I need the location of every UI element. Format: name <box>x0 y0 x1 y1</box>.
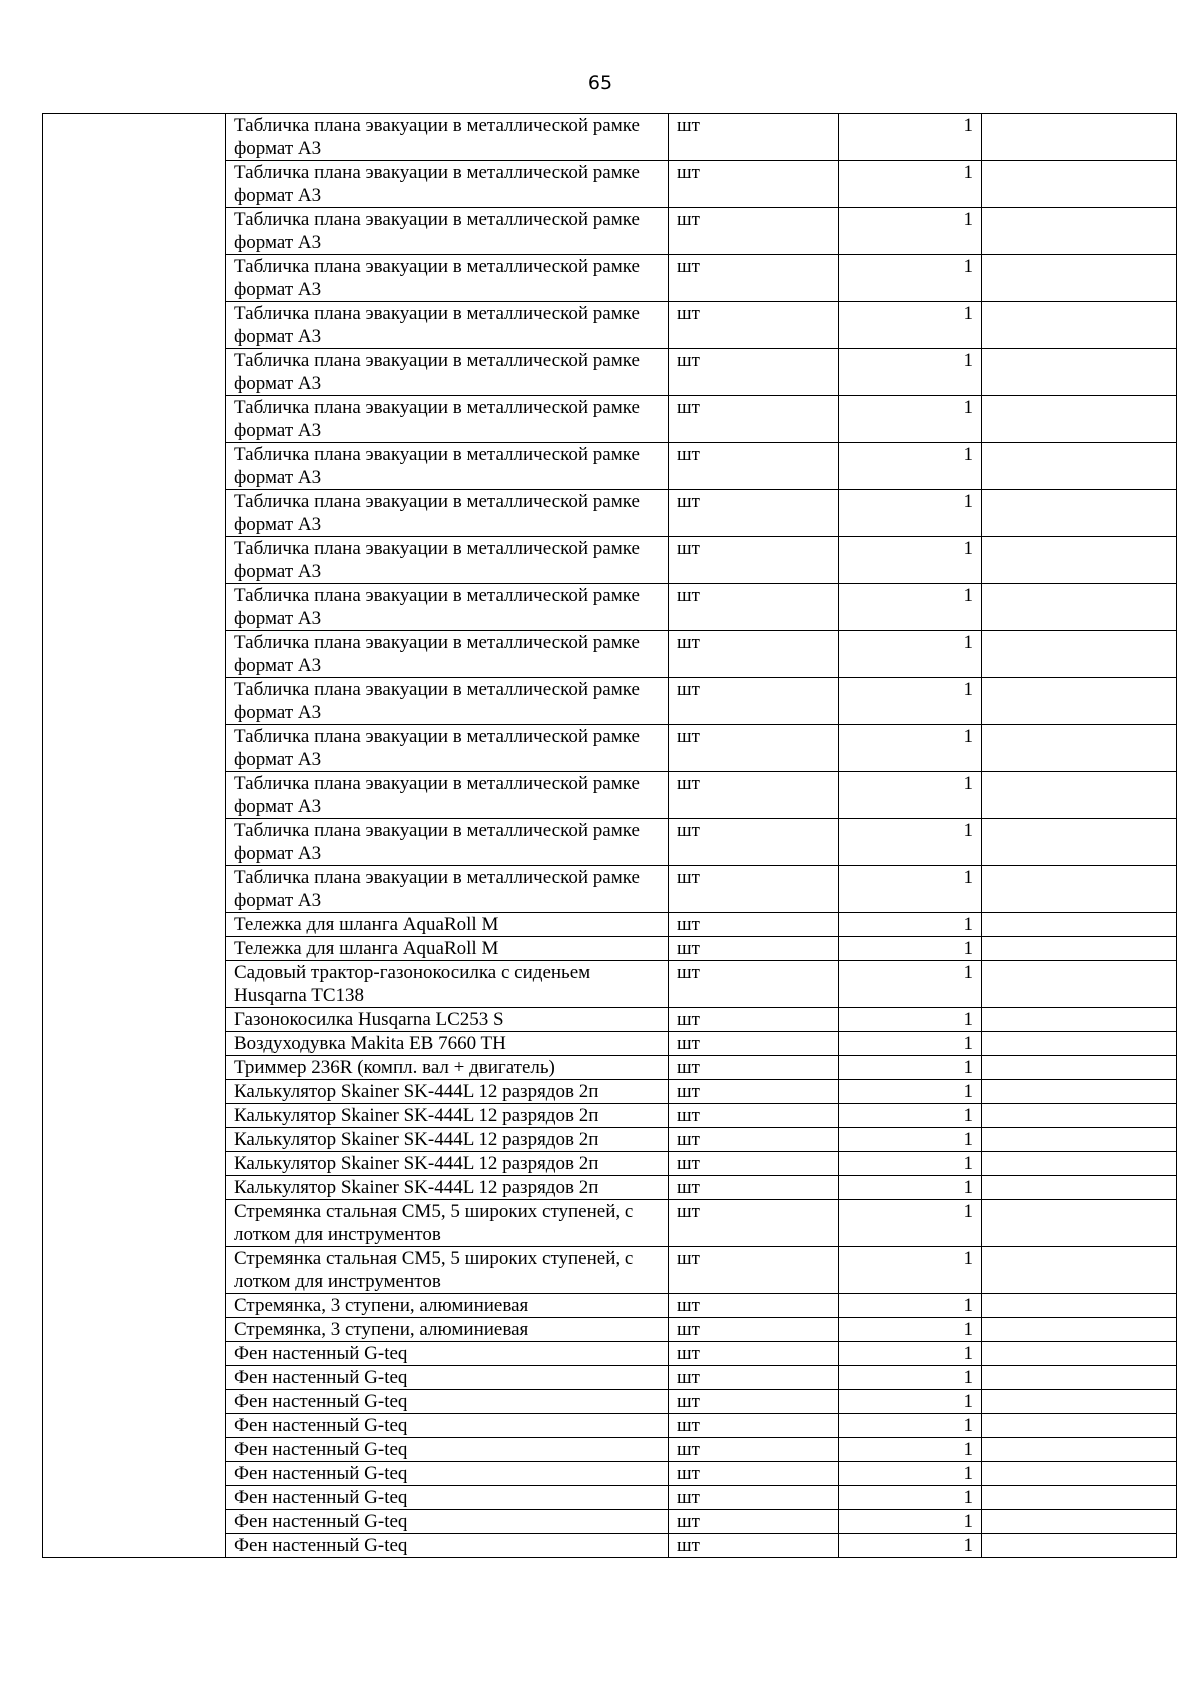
note-cell <box>982 1008 1177 1032</box>
unit-cell: шт <box>669 1104 839 1128</box>
note-cell <box>982 1294 1177 1318</box>
quantity-cell: 1 <box>839 584 982 631</box>
note-cell <box>982 396 1177 443</box>
unit-cell: шт <box>669 1008 839 1032</box>
unit-cell: шт <box>669 1247 839 1294</box>
unit-cell: шт <box>669 1318 839 1342</box>
quantity-cell: 1 <box>839 1128 982 1152</box>
item-name-cell: Табличка плана эвакуации в металлической рамке формат А3 <box>226 866 669 913</box>
quantity-cell: 1 <box>839 302 982 349</box>
quantity-cell: 1 <box>839 1080 982 1104</box>
quantity-cell: 1 <box>839 937 982 961</box>
item-name-cell: Калькулятор Skainer SK-444L 12 разрядов 2п <box>226 1176 669 1200</box>
unit-cell: шт <box>669 161 839 208</box>
quantity-cell: 1 <box>839 913 982 937</box>
quantity-cell: 1 <box>839 1104 982 1128</box>
unit-cell: шт <box>669 1152 839 1176</box>
note-cell <box>982 302 1177 349</box>
item-name-cell: Фен настенный G-teq <box>226 1462 669 1486</box>
quantity-cell: 1 <box>839 1008 982 1032</box>
unit-cell: шт <box>669 1080 839 1104</box>
item-name-cell: Табличка плана эвакуации в металлической рамке формат А3 <box>226 208 669 255</box>
quantity-cell: 1 <box>839 255 982 302</box>
item-name-cell: Табличка плана эвакуации в металлической рамке формат А3 <box>226 396 669 443</box>
inventory-table-body <box>43 114 1177 1558</box>
note-cell <box>982 255 1177 302</box>
unit-cell: шт <box>669 1056 839 1080</box>
note-cell <box>982 1152 1177 1176</box>
quantity-cell: 1 <box>839 678 982 725</box>
quantity-cell: 1 <box>839 490 982 537</box>
unit-cell: шт <box>669 1176 839 1200</box>
unit-cell: шт <box>669 1032 839 1056</box>
item-name-cell: Табличка плана эвакуации в металлической рамке формат А3 <box>226 161 669 208</box>
quantity-cell: 1 <box>839 1486 982 1510</box>
note-cell <box>982 584 1177 631</box>
note-cell <box>982 1104 1177 1128</box>
quantity-cell: 1 <box>839 349 982 396</box>
item-name-cell: Триммер 236R (компл. вал + двигатель) <box>226 1056 669 1080</box>
unit-cell: шт <box>669 913 839 937</box>
quantity-cell: 1 <box>839 1438 982 1462</box>
unit-cell: шт <box>669 208 839 255</box>
item-name-cell: Табличка плана эвакуации в металлической рамке формат А3 <box>226 349 669 396</box>
unit-cell: шт <box>669 584 839 631</box>
item-name-cell: Газонокосилка Husqarna LC253 S <box>226 1008 669 1032</box>
item-name-cell: Табличка плана эвакуации в металлической рамке формат А3 <box>226 725 669 772</box>
unit-cell: шт <box>669 1534 839 1558</box>
note-cell <box>982 1414 1177 1438</box>
note-cell <box>982 1342 1177 1366</box>
note-cell <box>982 1032 1177 1056</box>
unit-cell: шт <box>669 1390 839 1414</box>
note-cell <box>982 1486 1177 1510</box>
note-cell <box>982 1366 1177 1390</box>
note-cell <box>982 349 1177 396</box>
quantity-cell: 1 <box>839 725 982 772</box>
note-cell <box>982 913 1177 937</box>
unit-cell: шт <box>669 1200 839 1247</box>
quantity-cell: 1 <box>839 1366 982 1390</box>
quantity-cell: 1 <box>839 443 982 490</box>
item-name-cell: Фен настенный G-teq <box>226 1510 669 1534</box>
quantity-cell: 1 <box>839 1510 982 1534</box>
quantity-cell: 1 <box>839 631 982 678</box>
unit-cell: шт <box>669 349 839 396</box>
note-cell <box>982 114 1177 161</box>
note-cell <box>982 443 1177 490</box>
quantity-cell: 1 <box>839 866 982 913</box>
note-cell <box>982 1390 1177 1414</box>
quantity-cell: 1 <box>839 1462 982 1486</box>
unit-cell: шт <box>669 937 839 961</box>
page-number: 65 <box>587 72 613 94</box>
note-cell <box>982 537 1177 584</box>
note-cell <box>982 937 1177 961</box>
quantity-cell: 1 <box>839 161 982 208</box>
unit-cell: шт <box>669 1438 839 1462</box>
unit-cell: шт <box>669 537 839 584</box>
item-name-cell: Табличка плана эвакуации в металлической рамке формат А3 <box>226 584 669 631</box>
section-cell <box>43 114 226 1558</box>
quantity-cell: 1 <box>839 1056 982 1080</box>
item-name-cell: Табличка плана эвакуации в металлической рамке формат А3 <box>226 255 669 302</box>
quantity-cell: 1 <box>839 1200 982 1247</box>
note-cell <box>982 161 1177 208</box>
item-name-cell: Табличка плана эвакуации в металлической рамке формат А3 <box>226 443 669 490</box>
unit-cell: шт <box>669 1342 839 1366</box>
note-cell <box>982 1247 1177 1294</box>
quantity-cell: 1 <box>839 208 982 255</box>
note-cell <box>982 819 1177 866</box>
quantity-cell: 1 <box>839 961 982 1008</box>
quantity-cell: 1 <box>839 1390 982 1414</box>
item-name-cell: Стремянка стальная СМ5, 5 широких ступеней, с лотком для инструментов <box>226 1247 669 1294</box>
note-cell <box>982 1318 1177 1342</box>
item-name-cell: Садовый трактор-газонокосилка с сиденьем Husqarna TC138 <box>226 961 669 1008</box>
note-cell <box>982 1080 1177 1104</box>
item-name-cell: Фен настенный G-teq <box>226 1342 669 1366</box>
unit-cell: шт <box>669 1414 839 1438</box>
item-name-cell: Табличка плана эвакуации в металлической рамке формат А3 <box>226 490 669 537</box>
item-name-cell: Тележка для шланга AquaRoll M <box>226 913 669 937</box>
unit-cell: шт <box>669 1294 839 1318</box>
item-name-cell: Фен настенный G-teq <box>226 1438 669 1462</box>
unit-cell: шт <box>669 819 839 866</box>
item-name-cell: Табличка плана эвакуации в металлической рамке формат А3 <box>226 819 669 866</box>
unit-cell: шт <box>669 114 839 161</box>
quantity-cell: 1 <box>839 1534 982 1558</box>
item-name-cell: Стремянка стальная СМ5, 5 широких ступеней, с лотком для инструментов <box>226 1200 669 1247</box>
item-name-cell: Фен настенный G-teq <box>226 1414 669 1438</box>
item-name-cell: Калькулятор Skainer SK-444L 12 разрядов 2п <box>226 1152 669 1176</box>
note-cell <box>982 1462 1177 1486</box>
unit-cell: шт <box>669 725 839 772</box>
item-name-cell: Калькулятор Skainer SK-444L 12 разрядов 2п <box>226 1080 669 1104</box>
item-name-cell: Фен настенный G-teq <box>226 1534 669 1558</box>
note-cell <box>982 725 1177 772</box>
quantity-cell: 1 <box>839 537 982 584</box>
note-cell <box>982 772 1177 819</box>
quantity-cell: 1 <box>839 1318 982 1342</box>
item-name-cell: Табличка плана эвакуации в металлической рамке формат А3 <box>226 302 669 349</box>
note-cell <box>982 631 1177 678</box>
unit-cell: шт <box>669 302 839 349</box>
quantity-cell: 1 <box>839 1032 982 1056</box>
quantity-cell: 1 <box>839 772 982 819</box>
unit-cell: шт <box>669 772 839 819</box>
unit-cell: шт <box>669 1462 839 1486</box>
note-cell <box>982 961 1177 1008</box>
unit-cell: шт <box>669 1128 839 1152</box>
item-name-cell: Табличка плана эвакуации в металлической рамке формат А3 <box>226 678 669 725</box>
item-name-cell: Табличка плана эвакуации в металлической рамке формат А3 <box>226 537 669 584</box>
unit-cell: шт <box>669 443 839 490</box>
item-name-cell: Табличка плана эвакуации в металлической рамке формат А3 <box>226 772 669 819</box>
unit-cell: шт <box>669 961 839 1008</box>
item-name-cell: Табличка плана эвакуации в металлической рамке формат А3 <box>226 114 669 161</box>
item-name-cell: Стремянка, 3 ступени, алюминиевая <box>226 1318 669 1342</box>
note-cell <box>982 1534 1177 1558</box>
quantity-cell: 1 <box>839 114 982 161</box>
item-name-cell: Фен настенный G-teq <box>226 1366 669 1390</box>
unit-cell: шт <box>669 1510 839 1534</box>
unit-cell: шт <box>669 396 839 443</box>
quantity-cell: 1 <box>839 819 982 866</box>
quantity-cell: 1 <box>839 1247 982 1294</box>
table-row <box>43 114 1177 161</box>
quantity-cell: 1 <box>839 1414 982 1438</box>
unit-cell: шт <box>669 631 839 678</box>
note-cell <box>982 1176 1177 1200</box>
quantity-cell: 1 <box>839 1152 982 1176</box>
note-cell <box>982 866 1177 913</box>
item-name-cell: Стремянка, 3 ступени, алюминиевая <box>226 1294 669 1318</box>
unit-cell: шт <box>669 255 839 302</box>
unit-cell: шт <box>669 490 839 537</box>
quantity-cell: 1 <box>839 1176 982 1200</box>
quantity-cell: 1 <box>839 1342 982 1366</box>
quantity-cell: 1 <box>839 1294 982 1318</box>
unit-cell: шт <box>669 1366 839 1390</box>
quantity-cell: 1 <box>839 396 982 443</box>
note-cell <box>982 1438 1177 1462</box>
item-name-cell: Калькулятор Skainer SK-444L 12 разрядов 2п <box>226 1128 669 1152</box>
item-name-cell: Тележка для шланга AquaRoll M <box>226 937 669 961</box>
inventory-table <box>42 113 1177 1558</box>
note-cell <box>982 1510 1177 1534</box>
note-cell <box>982 1200 1177 1247</box>
item-name-cell: Фен настенный G-teq <box>226 1486 669 1510</box>
note-cell <box>982 208 1177 255</box>
item-name-cell: Табличка плана эвакуации в металлической рамке формат А3 <box>226 631 669 678</box>
note-cell <box>982 1056 1177 1080</box>
unit-cell: шт <box>669 1486 839 1510</box>
unit-cell: шт <box>669 866 839 913</box>
item-name-cell: Фен настенный G-teq <box>226 1390 669 1414</box>
item-name-cell: Воздуходувка Makita EB 7660 TH <box>226 1032 669 1056</box>
note-cell <box>982 678 1177 725</box>
item-name-cell: Калькулятор Skainer SK-444L 12 разрядов 2п <box>226 1104 669 1128</box>
note-cell <box>982 490 1177 537</box>
note-cell <box>982 1128 1177 1152</box>
unit-cell: шт <box>669 678 839 725</box>
